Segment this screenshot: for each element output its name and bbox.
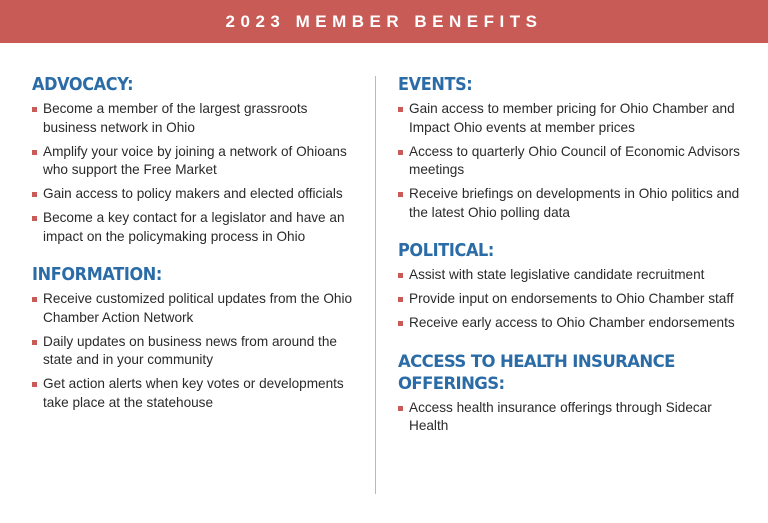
list-item: Receive briefings on developments in Ohio politics and the latest Ohio polling data bbox=[398, 185, 748, 222]
list-item: Access health insurance offerings through Sidecar Health bbox=[398, 399, 748, 436]
bullet-icon bbox=[32, 297, 37, 302]
bullet-icon bbox=[398, 107, 403, 112]
list-item: Provide input on endorsements to Ohio Chamber staff bbox=[398, 290, 748, 309]
title-banner bbox=[0, 0, 768, 43]
benefit-list bbox=[398, 399, 748, 436]
bullet-icon bbox=[32, 192, 37, 197]
bullet-icon bbox=[32, 216, 37, 221]
left-column bbox=[32, 74, 358, 430]
bullet-icon bbox=[32, 107, 37, 112]
bullet-icon bbox=[398, 297, 403, 302]
bullet-icon bbox=[32, 340, 37, 345]
section-heading: INFORMATION: bbox=[32, 265, 162, 285]
bullet-icon bbox=[398, 192, 403, 197]
section-heading: POLITICAL: bbox=[398, 241, 495, 261]
list-item: Amplify your voice by joining a network of Ohioans who support the Free Market bbox=[32, 143, 358, 180]
benefit-list bbox=[398, 266, 748, 333]
bullet-icon bbox=[398, 406, 403, 411]
list-item: Daily updates on business news from around the state and in your community bbox=[32, 333, 358, 370]
section-health-insurance bbox=[398, 351, 748, 436]
column-divider bbox=[375, 76, 376, 494]
benefit-list bbox=[32, 290, 358, 412]
list-item: Become a key contact for a legislator and have an impact on the policymaking process in Ohio bbox=[32, 209, 358, 246]
bullet-icon bbox=[398, 273, 403, 278]
section-heading: ACCESS TO HEALTH INSURANCE OFFERINGS: bbox=[398, 351, 675, 393]
bullet-icon bbox=[398, 150, 403, 155]
list-item: Receive customized political updates from the Ohio Chamber Action Network bbox=[32, 290, 358, 327]
list-item: Access to quarterly Ohio Council of Economic Advisors meetings bbox=[398, 143, 748, 180]
benefit-list bbox=[32, 100, 358, 246]
benefit-list bbox=[398, 100, 748, 222]
right-column bbox=[398, 74, 748, 454]
list-item: Receive early access to Ohio Chamber endorsements bbox=[398, 314, 748, 333]
list-item: Get action alerts when key votes or developments take place at the statehouse bbox=[32, 375, 358, 412]
bullet-icon bbox=[32, 382, 37, 387]
bullet-icon bbox=[398, 321, 403, 326]
section-heading: EVENTS: bbox=[398, 75, 473, 95]
bullet-icon bbox=[32, 150, 37, 155]
section-heading: ADVOCACY: bbox=[32, 75, 134, 95]
list-item: Assist with state legislative candidate recruitment bbox=[398, 266, 748, 285]
list-item: Gain access to policy makers and elected officials bbox=[32, 185, 358, 204]
section-events bbox=[398, 74, 748, 222]
section-information bbox=[32, 264, 358, 412]
section-advocacy bbox=[32, 74, 358, 246]
section-political bbox=[398, 240, 748, 333]
list-item: Become a member of the largest grassroots business network in Ohio bbox=[32, 100, 358, 137]
page-title: 2023 MEMBER BENEFITS bbox=[225, 11, 543, 31]
list-item: Gain access to member pricing for Ohio Chamber and Impact Ohio events at member prices bbox=[398, 100, 748, 137]
